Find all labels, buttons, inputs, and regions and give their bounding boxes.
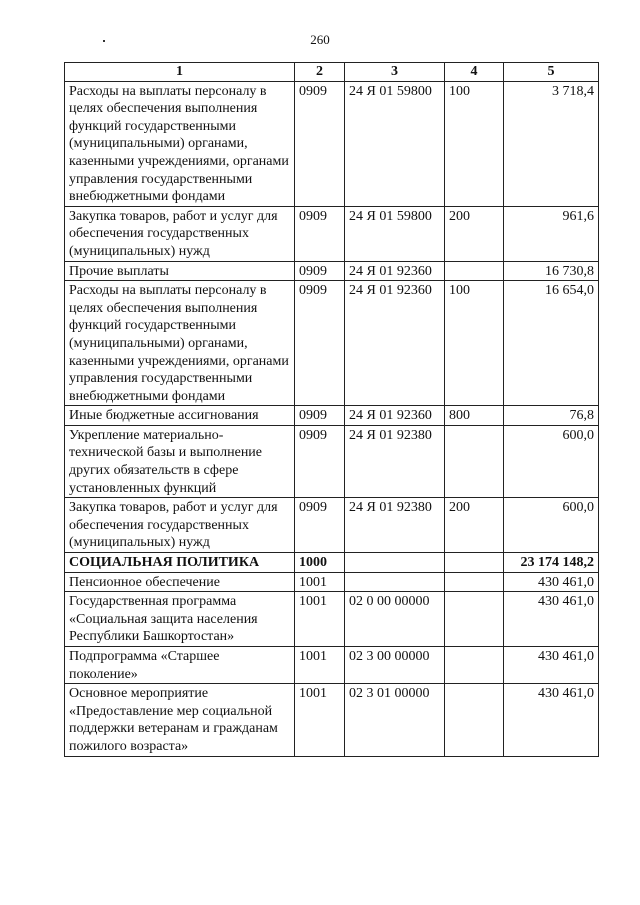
table-row	[65, 206, 599, 261]
row-expense-type	[445, 553, 504, 573]
row-expense-type	[445, 647, 504, 684]
table-row	[65, 498, 599, 553]
row-section-code: 0909	[295, 425, 345, 497]
row-name: Укрепление материально-технической базы и выполнение других обязательств в сфере установленных функций	[65, 425, 295, 497]
header-col-5: 5	[504, 63, 599, 82]
header-col-1: 1	[65, 63, 295, 82]
row-amount: 430 461,0	[504, 572, 599, 592]
row-name: Закупка товаров, работ и услуг для обеспечения государственных (муниципальных) нужд	[65, 498, 295, 553]
row-expense-type	[445, 425, 504, 497]
table-row	[65, 425, 599, 497]
row-section-code: 0909	[295, 206, 345, 261]
table-row	[65, 572, 599, 592]
row-amount: 16 730,8	[504, 261, 599, 281]
header-col-2: 2	[295, 63, 345, 82]
row-amount: 961,6	[504, 206, 599, 261]
header-col-3: 3	[345, 63, 445, 82]
page-number: 260	[310, 32, 330, 47]
row-amount: 76,8	[504, 406, 599, 426]
row-expense-type	[445, 684, 504, 756]
row-section-code: 0909	[295, 261, 345, 281]
row-amount: 430 461,0	[504, 647, 599, 684]
row-name: Пенсионное обеспечение	[65, 572, 295, 592]
table-row	[65, 81, 599, 206]
row-expense-type: 100	[445, 81, 504, 206]
row-target-code: 24 Я 01 59800	[345, 206, 445, 261]
row-section-code: 0909	[295, 281, 345, 406]
row-target-code: 02 3 00 00000	[345, 647, 445, 684]
row-target-code: 24 Я 01 92360	[345, 261, 445, 281]
row-amount: 430 461,0	[504, 592, 599, 647]
row-section-code: 1000	[295, 553, 345, 573]
row-section-code: 0909	[295, 406, 345, 426]
row-expense-type	[445, 592, 504, 647]
row-name: Расходы на выплаты персоналу в целях обеспечения выполнения функций государственными (муниципальными) органами, казенными учреждениями, органами управления государственными внебюджетными фондами	[65, 81, 295, 206]
row-amount: 600,0	[504, 498, 599, 553]
budget-table	[64, 62, 599, 757]
row-amount: 23 174 148,2	[504, 553, 599, 573]
table-row	[65, 406, 599, 426]
row-name: Прочие выплаты	[65, 261, 295, 281]
row-amount: 3 718,4	[504, 81, 599, 206]
row-target-code: 24 Я 01 59800	[345, 81, 445, 206]
row-amount: 600,0	[504, 425, 599, 497]
row-target-code: 24 Я 01 92380	[345, 498, 445, 553]
row-target-code: 24 Я 01 92360	[345, 281, 445, 406]
table-body	[65, 81, 599, 756]
row-expense-type: 800	[445, 406, 504, 426]
row-name: Государственная программа «Социальная защита населения Республики Башкортостан»	[65, 592, 295, 647]
row-section-code: 1001	[295, 592, 345, 647]
row-name: Иные бюджетные ассигнования	[65, 406, 295, 426]
row-section-code: 1001	[295, 572, 345, 592]
row-expense-type	[445, 572, 504, 592]
row-name: Расходы на выплаты персоналу в целях обеспечения выполнения функций государственными (муниципальными) органами, казенными учреждениями, органами управления государственными внебюджетными фондами	[65, 281, 295, 406]
row-expense-type: 100	[445, 281, 504, 406]
row-name: Основное мероприятие «Предоставление мер социальной поддержки ветеранам и гражданам пожилого возраста»	[65, 684, 295, 756]
row-name: СОЦИАЛЬНАЯ ПОЛИТИКА	[65, 553, 295, 573]
row-amount: 430 461,0	[504, 684, 599, 756]
row-target-code	[345, 553, 445, 573]
row-name: Закупка товаров, работ и услуг для обеспечения государственных (муниципальных) нужд	[65, 206, 295, 261]
row-amount: 16 654,0	[504, 281, 599, 406]
scan-speck	[103, 40, 105, 42]
row-expense-type: 200	[445, 498, 504, 553]
table-header	[65, 63, 599, 82]
table-row	[65, 261, 599, 281]
table-row	[65, 281, 599, 406]
row-expense-type	[445, 261, 504, 281]
table-row	[65, 684, 599, 756]
row-target-code: 24 Я 01 92380	[345, 425, 445, 497]
header-row	[65, 63, 599, 82]
row-name: Подпрограмма «Старшее поколение»	[65, 647, 295, 684]
row-target-code	[345, 572, 445, 592]
table-row	[65, 592, 599, 647]
table-row	[65, 553, 599, 573]
row-target-code: 02 0 00 00000	[345, 592, 445, 647]
row-target-code: 24 Я 01 92360	[345, 406, 445, 426]
row-target-code: 02 3 01 00000	[345, 684, 445, 756]
row-section-code: 0909	[295, 81, 345, 206]
row-section-code: 1001	[295, 684, 345, 756]
header-col-4: 4	[445, 63, 504, 82]
row-section-code: 0909	[295, 498, 345, 553]
row-expense-type: 200	[445, 206, 504, 261]
row-section-code: 1001	[295, 647, 345, 684]
table-row	[65, 647, 599, 684]
